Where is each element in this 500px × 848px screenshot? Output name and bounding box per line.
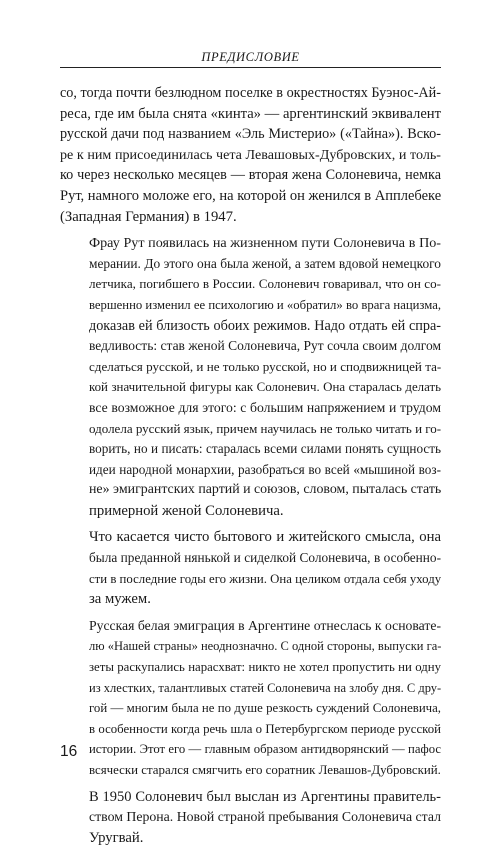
text-line: Рут, намного моложе его, на которой он женился в Апплебеке (60, 187, 441, 204)
text-line: истории. Этот его — главным образом антидворянский — пафос (89, 742, 441, 757)
paragraph-1 (60, 83, 441, 227)
text-line: гой — многим была не по душе резкость суждений Солоневича, (89, 701, 441, 716)
body-text (60, 83, 441, 848)
page-number: 16 (60, 743, 78, 760)
text-line: из хлестких, талантливых статей Солоневича на злобу дня. С дру- (89, 680, 441, 695)
running-head-title: ПРЕДИСЛОВИЕ (201, 50, 300, 64)
text-line: Русская белая эмиграция в Аргентине отнеслась к основате- (89, 617, 441, 633)
paragraph-2 (60, 233, 441, 521)
text-line: Фрау Рут появилась на жизненном пути Солоневича в По- (89, 235, 441, 252)
paragraph-3 (60, 527, 441, 609)
text-line: доказав ей близость обоих режимов. Надо отдать ей спра- (89, 317, 441, 334)
text-line: реса, где им была снята «кинта» — аргентинский эквивалент (60, 105, 441, 122)
text-line: вершенно изменил ее психологию и «обратил» во врага нацизма, (89, 297, 441, 312)
text-line: сти в последние годы его жизни. Она целиком отдала себя уходу (89, 571, 441, 586)
paragraph-5 (60, 787, 441, 848)
text-line: русской дачи под названием «Эль Мистерио» («Тайна»). Вско- (60, 126, 441, 143)
header-rule (60, 67, 441, 68)
text-line: все возможное для этого: с большим напряжением и трудом (89, 399, 441, 415)
text-line: лю «Нашей страны» неоднозначно. С одной стороны, выпуски га- (89, 639, 441, 654)
text-line: Уругвай. (89, 829, 144, 846)
text-line: примерной женой Солоневича. (89, 502, 284, 519)
text-line: ко через несколько месяцев — вторая жена Солоневича, немка (60, 167, 441, 184)
text-line: ведливость: став женой Солоневича, Рут сочла своим долгом (89, 338, 441, 354)
text-line: кой значительной фигуры как Солоневич. Она старалась делать (89, 380, 441, 395)
text-line: в особенности когда речь шла о Петербургском периоде русской (89, 721, 441, 736)
text-line: со, тогда почти безлюдном поселке в окрестностях Буэнос-Ай- (60, 85, 441, 101)
text-line: ре к ним присоединилась чета Левашовых-Дубровских, и толь- (60, 146, 441, 163)
text-line: одолела русский язык, причем научилась не только читать и го- (89, 420, 441, 436)
text-line: всячески старался смягчить его соратник Левашов-Дубровский. (89, 763, 441, 777)
paragraph-4 (60, 616, 441, 781)
text-line: за мужем. (89, 591, 151, 608)
text-line: мерании. До этого она была женой, а затем вдовой немецкого (89, 255, 441, 271)
text-line: В 1950 Солоневич был выслан из Аргентины правитель- (89, 788, 441, 805)
text-line: не» эмигрантских партий и союзов, словом, пыталась стать (89, 482, 441, 498)
text-line: ворить, но и писать: старалась всеми силами понять сущность (89, 441, 441, 457)
text-line: сделаться русской, и не только русской, но и сподвижницей та- (89, 358, 441, 374)
text-line: (Западная Германия) в 1947. (60, 208, 237, 225)
text-line: Что касается чисто бытового и житейского смысла, она (89, 529, 441, 546)
text-line: идеи народной монархии, разобраться во всей «мышиной воз- (89, 461, 441, 477)
text-line: ством Перона. Новой страной пребывания Солоневича стал (89, 809, 441, 825)
text-line: летчика, погибшего в России. Солоневич говаривал, что он со- (89, 276, 441, 292)
text-line: зеты раскупались нарасхват: никто не хотел пропустить ни одну (89, 660, 441, 675)
text-line: была преданной нянькой и сиделкой Солоневича, в особенно- (89, 550, 441, 566)
